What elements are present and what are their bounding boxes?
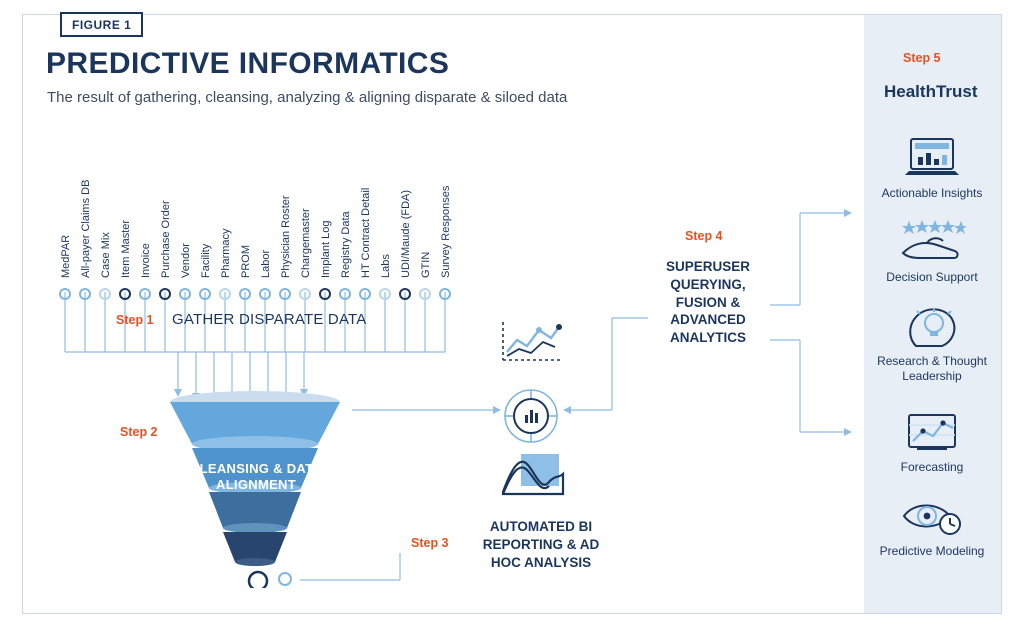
data-source-node-icon — [279, 288, 291, 300]
step-1-label: Step 1 — [116, 313, 154, 327]
outcome-decision-support — [868, 218, 996, 285]
data-source-label: Invoice — [140, 243, 152, 278]
data-source-label: HT Contract Detail — [360, 187, 372, 278]
step-3-text: AUTOMATED BI REPORTING & AD HOC ANALYSIS — [482, 519, 600, 571]
area-chart-icon — [497, 448, 567, 500]
data-source-node-icon — [239, 288, 251, 300]
brand-name: HealthTrust — [884, 82, 978, 101]
data-source-node-icon — [299, 288, 311, 300]
outcome-label: Forecasting — [900, 460, 964, 474]
data-source-label: Labs — [380, 254, 392, 278]
data-source-label: Item Master — [120, 219, 132, 278]
data-source-label: Pharmacy — [220, 228, 232, 278]
data-source-node-icon — [59, 288, 71, 300]
outcome-label: Decision Support — [886, 270, 978, 284]
data-source-node-icon — [99, 288, 111, 300]
data-source-list — [58, 140, 488, 300]
laptop-dashboard-icon — [868, 134, 996, 182]
data-source-label: Case Mix — [100, 232, 112, 278]
hand-stars-icon — [868, 218, 996, 266]
data-source-node-icon — [259, 288, 271, 300]
data-source-label: Registry Data — [340, 211, 352, 278]
data-source-node-icon — [399, 288, 411, 300]
data-source-node-icon — [119, 288, 131, 300]
data-source-label: Facility — [200, 243, 212, 278]
outcome-actionable-insights — [868, 134, 996, 201]
step-4-text: SUPERUSER QUERYING, FUSION & ADVANCED ANALYTICS — [665, 259, 751, 346]
data-source-label: PROM — [240, 245, 252, 278]
outcome-forecasting — [868, 408, 996, 475]
data-source-node-icon — [159, 288, 171, 300]
data-source-node-icon — [199, 288, 211, 300]
data-source-label: All-payer Claims DB — [80, 179, 92, 278]
analytics-hub-icon — [503, 388, 559, 444]
data-source-label: GTIN — [420, 251, 432, 278]
step-5-label: Step 5 — [903, 51, 941, 65]
step-4-label: Step 4 — [685, 229, 723, 243]
outcome-predictive-modeling — [868, 492, 996, 559]
data-source-node-icon — [359, 288, 371, 300]
data-source-node-icon — [339, 288, 351, 300]
page-subtitle: The result of gathering, cleansing, analyzing & aligning disparate & siloed data — [47, 89, 568, 106]
data-source-label: Physician Roster — [280, 195, 292, 278]
data-source-node-icon — [79, 288, 91, 300]
data-source-label: Purchase Order — [160, 200, 172, 278]
outcome-label: Predictive Modeling — [879, 544, 985, 558]
data-source-label: Labor — [260, 249, 272, 278]
figure-badge: FIGURE 1 — [60, 12, 143, 37]
outcome-label: Research & Thought Leadership — [877, 354, 987, 383]
line-chart-icon — [497, 318, 567, 368]
data-source-label: Vendor — [180, 243, 192, 278]
data-source-label: Survey Responses — [440, 185, 452, 278]
data-source-label: UDI/Maude (FDA) — [400, 189, 412, 278]
data-source-node-icon — [419, 288, 431, 300]
outcome-label: Actionable Insights — [881, 186, 983, 200]
data-source-node-icon — [139, 288, 151, 300]
page-title: PREDICTIVE INFORMATICS — [46, 47, 450, 80]
data-source-label: Chargemaster — [300, 208, 312, 278]
data-source-label: Implant Log — [320, 220, 332, 278]
step-3-label: Step 3 — [411, 536, 449, 550]
eye-clock-icon — [868, 492, 996, 540]
step-2-label: Step 2 — [120, 425, 158, 439]
data-source-node-icon — [379, 288, 391, 300]
head-lightbulb-icon — [868, 302, 996, 350]
data-source-node-icon — [319, 288, 331, 300]
forecast-chart-icon — [868, 408, 996, 456]
data-source-label: MedPAR — [60, 234, 72, 278]
data-source-node-icon — [219, 288, 231, 300]
outcome-research-thought-leadership — [868, 302, 996, 384]
data-source-node-icon — [439, 288, 451, 300]
step-1-text: GATHER DISPARATE DATA — [172, 311, 367, 328]
data-source-node-icon — [179, 288, 191, 300]
step-2-text: CLEANSING & DATA ALIGNMENT — [189, 461, 323, 493]
